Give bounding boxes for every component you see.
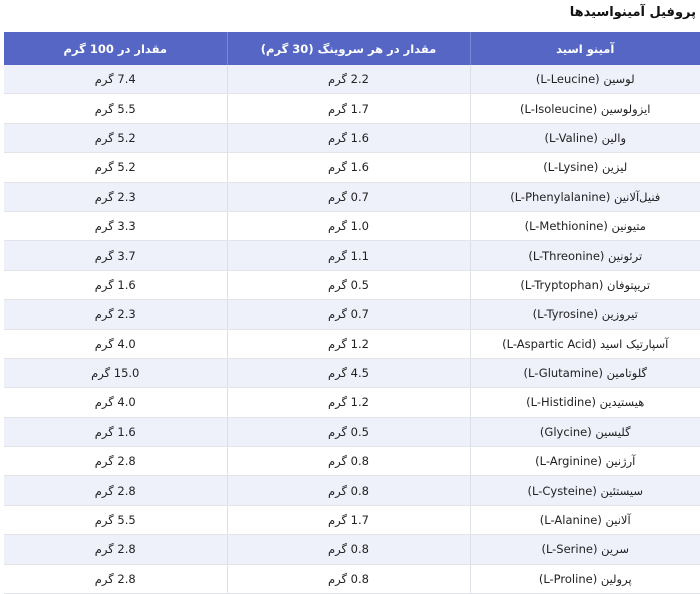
cell-amino-acid: سیستئین (L-Cysteine) xyxy=(470,476,700,505)
page-title: پروفیل آمینواسیدها xyxy=(569,5,696,20)
cell-per-serving: 0.5 گرم xyxy=(227,270,470,299)
cell-per-100g: 15.0 گرم xyxy=(4,358,227,387)
cell-per-100g: 4.0 گرم xyxy=(4,329,227,358)
cell-amino-acid: تریپتوفان (L-Tryptophan) xyxy=(470,270,700,299)
cell-per-serving: 0.5 گرم xyxy=(227,417,470,446)
cell-amino-acid: پرولین (L-Proline) xyxy=(470,564,700,593)
cell-per-100g: 2.8 گرم xyxy=(4,535,227,564)
cell-per-serving: 0.8 گرم xyxy=(227,476,470,505)
table-row xyxy=(4,476,700,505)
cell-per-100g: 1.6 گرم xyxy=(4,417,227,446)
cell-per-serving: 1.6 گرم xyxy=(227,123,470,152)
cell-per-100g: 5.5 گرم xyxy=(4,94,227,123)
cell-amino-acid: والین (L-Valine) xyxy=(470,123,700,152)
cell-amino-acid: هیستیدین (L-Histidine) xyxy=(470,388,700,417)
table-row xyxy=(4,153,700,182)
table-row xyxy=(4,65,700,94)
cell-amino-acid: لیزین (L-Lysine) xyxy=(470,153,700,182)
cell-amino-acid: ترئونین (L-Threonine) xyxy=(470,241,700,270)
cell-amino-acid: آلانین (L-Alanine) xyxy=(470,505,700,534)
cell-per-serving: 0.8 گرم xyxy=(227,447,470,476)
cell-per-100g: 2.8 گرم xyxy=(4,564,227,593)
table-row xyxy=(4,535,700,564)
cell-per-100g: 3.7 گرم xyxy=(4,241,227,270)
cell-per-serving: 1.7 گرم xyxy=(227,505,470,534)
cell-amino-acid: ایزولوسین (L-Isoleucine) xyxy=(470,94,700,123)
cell-amino-acid: تیروزین (L-Tyrosine) xyxy=(470,300,700,329)
table-row xyxy=(4,182,700,211)
table-row xyxy=(4,300,700,329)
cell-per-serving: 4.5 گرم xyxy=(227,358,470,387)
table-row xyxy=(4,270,700,299)
table-row xyxy=(4,241,700,270)
cell-amino-acid: گلیسین (Glycine) xyxy=(470,417,700,446)
amino-acid-table xyxy=(4,32,700,594)
table-row xyxy=(4,94,700,123)
table-row xyxy=(4,417,700,446)
cell-amino-acid: گلوتامین (L-Glutamine) xyxy=(470,358,700,387)
cell-per-serving: 1.7 گرم xyxy=(227,94,470,123)
cell-per-100g: 2.3 گرم xyxy=(4,300,227,329)
cell-per-100g: 2.8 گرم xyxy=(4,476,227,505)
header-per-100g: مقدار در 100 گرم xyxy=(4,32,227,65)
cell-per-100g: 5.5 گرم xyxy=(4,505,227,534)
cell-amino-acid: متیونین (L-Methionine) xyxy=(470,211,700,240)
cell-per-100g: 5.2 گرم xyxy=(4,153,227,182)
cell-per-serving: 1.0 گرم xyxy=(227,211,470,240)
cell-per-serving: 0.7 گرم xyxy=(227,182,470,211)
cell-per-100g: 3.3 گرم xyxy=(4,211,227,240)
cell-per-100g: 1.6 گرم xyxy=(4,270,227,299)
cell-per-serving: 1.1 گرم xyxy=(227,241,470,270)
header-amino-acid: آمینو اسید xyxy=(470,32,700,65)
table-row xyxy=(4,564,700,593)
cell-per-serving: 1.2 گرم xyxy=(227,329,470,358)
cell-per-serving: 1.2 گرم xyxy=(227,388,470,417)
cell-per-100g: 2.3 گرم xyxy=(4,182,227,211)
table-row xyxy=(4,505,700,534)
table-row xyxy=(4,358,700,387)
cell-per-100g: 4.0 گرم xyxy=(4,388,227,417)
cell-per-serving: 0.8 گرم xyxy=(227,535,470,564)
cell-per-serving: 1.6 گرم xyxy=(227,153,470,182)
table-row xyxy=(4,211,700,240)
cell-per-100g: 5.2 گرم xyxy=(4,123,227,152)
table-row xyxy=(4,388,700,417)
cell-amino-acid: سرین (L-Serine) xyxy=(470,535,700,564)
cell-per-serving: 0.8 گرم xyxy=(227,564,470,593)
table-row xyxy=(4,123,700,152)
table-row xyxy=(4,329,700,358)
cell-per-serving: 2.2 گرم xyxy=(227,65,470,94)
cell-per-serving: 0.7 گرم xyxy=(227,300,470,329)
cell-amino-acid: آرژنین (L-Arginine) xyxy=(470,447,700,476)
table-body xyxy=(4,65,700,594)
header-per-serving: مقدار در هر سروینگ (30 گرم) xyxy=(227,32,470,65)
cell-amino-acid: لوسین (L-Leucine) xyxy=(470,65,700,94)
cell-amino-acid: آسپارتیک اسید (L-Aspartic Acid) xyxy=(470,329,700,358)
table-row xyxy=(4,447,700,476)
cell-amino-acid: فنیل‌آلانین (L-Phenylalanine) xyxy=(470,182,700,211)
cell-per-100g: 2.8 گرم xyxy=(4,447,227,476)
table-header-row xyxy=(4,32,700,65)
cell-per-100g: 7.4 گرم xyxy=(4,65,227,94)
